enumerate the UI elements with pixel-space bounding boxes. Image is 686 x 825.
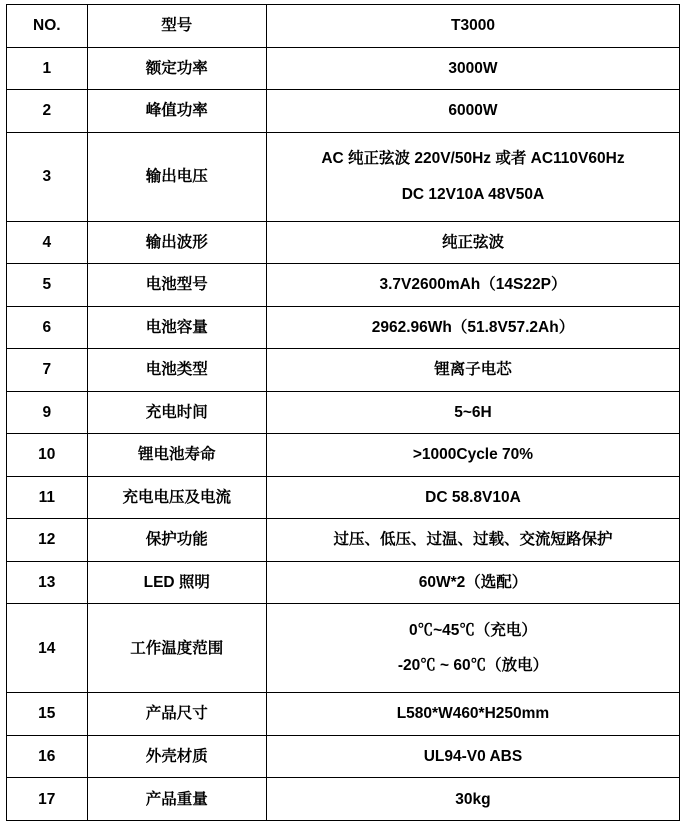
table-row — [7, 561, 680, 604]
table-row — [7, 47, 680, 90]
row-number-cell: 14 — [7, 604, 88, 693]
spec-name-cell: 充电时间 — [87, 391, 266, 434]
table-body — [7, 5, 680, 821]
row-number-cell: 16 — [7, 735, 88, 778]
spec-value-line: T3000 — [450, 17, 495, 35]
table-row — [7, 5, 680, 48]
row-number-cell: NO. — [7, 5, 88, 48]
row-number-cell: 3 — [7, 132, 88, 221]
table-row — [7, 519, 680, 562]
spec-value-line: 30kg — [455, 790, 491, 808]
spec-value-line: 过压、低压、过温、过载、交流短路保护 — [333, 531, 613, 549]
row-number-cell: 2 — [7, 90, 88, 133]
row-number-cell: 4 — [7, 221, 88, 264]
spec-value-cell — [266, 221, 679, 264]
spec-value-line: UL94-V0 ABS — [423, 747, 523, 765]
spec-value-cell — [266, 264, 679, 307]
spec-value-cell — [266, 132, 679, 221]
spec-name-cell: 输出电压 — [87, 132, 266, 221]
spec-name-cell: 充电电压及电流 — [87, 476, 266, 519]
row-number-cell: 9 — [7, 391, 88, 434]
spec-name-cell: 产品重量 — [87, 778, 266, 821]
spec-name-cell: 电池类型 — [87, 349, 266, 392]
spec-value-cell — [266, 604, 679, 693]
spec-name-cell: 电池容量 — [87, 306, 266, 349]
table-row — [7, 306, 680, 349]
row-number-cell: 5 — [7, 264, 88, 307]
row-number-cell: 7 — [7, 349, 88, 392]
spec-value-cell — [266, 735, 679, 778]
spec-name-cell: 额定功率 — [87, 47, 266, 90]
row-number-cell: 13 — [7, 561, 88, 604]
table-row — [7, 693, 680, 736]
table-row — [7, 132, 680, 221]
row-number-cell: 10 — [7, 434, 88, 477]
spec-value-cell — [266, 90, 679, 133]
spec-value-cell — [266, 561, 679, 604]
spec-value-cell — [266, 434, 679, 477]
spec-name-cell: 外壳材质 — [87, 735, 266, 778]
spec-value-line: 3.7V2600mAh（14S22P） — [379, 276, 567, 294]
spec-value-line: DC 58.8V10A — [425, 488, 521, 506]
spec-value-line: -20℃ ~ 60℃（放电） — [397, 657, 549, 675]
row-number-cell: 6 — [7, 306, 88, 349]
spec-name-cell: 输出波形 — [87, 221, 266, 264]
spec-value-cell — [266, 306, 679, 349]
spec-value-cell — [266, 778, 679, 821]
spec-name-cell: 峰值功率 — [87, 90, 266, 133]
row-number-cell: 1 — [7, 47, 88, 90]
table-row — [7, 221, 680, 264]
specification-table — [6, 4, 680, 821]
spec-value-cell — [266, 519, 679, 562]
spec-value-cell — [266, 476, 679, 519]
spec-value-line: 60W*2（选配） — [418, 573, 528, 591]
spec-name-cell: 电池型号 — [87, 264, 266, 307]
spec-value-line: 2962.96Wh（51.8V57.2Ah） — [371, 318, 575, 336]
table-row — [7, 434, 680, 477]
spec-value-line: DC 12V10A 48V50A — [401, 185, 545, 203]
table-row — [7, 778, 680, 821]
spec-name-cell: LED 照明 — [87, 561, 266, 604]
spec-value-line: >1000Cycle 70% — [412, 446, 534, 464]
spec-name-cell: 工作温度范围 — [87, 604, 266, 693]
table-row — [7, 735, 680, 778]
spec-value-line: 3000W — [448, 59, 498, 77]
spec-value-cell — [266, 693, 679, 736]
table-row — [7, 264, 680, 307]
table-row — [7, 90, 680, 133]
spec-value-line: 纯正弦波 — [441, 233, 504, 251]
spec-value-cell — [266, 349, 679, 392]
spec-value-line: AC 纯正弦波 220V/50Hz 或者 AC110V60Hz — [321, 150, 625, 168]
row-number-cell: 12 — [7, 519, 88, 562]
table-row — [7, 391, 680, 434]
table-row — [7, 476, 680, 519]
spec-value-line: 5~6H — [454, 403, 492, 421]
spec-value-cell — [266, 5, 679, 48]
row-number-cell: 17 — [7, 778, 88, 821]
spec-value-line: L580*W460*H250mm — [396, 705, 550, 723]
spec-name-cell: 保护功能 — [87, 519, 266, 562]
spec-name-cell: 型号 — [87, 5, 266, 48]
row-number-cell: 11 — [7, 476, 88, 519]
spec-value-line: 锂离子电芯 — [434, 361, 512, 379]
spec-value-cell — [266, 47, 679, 90]
row-number-cell: 15 — [7, 693, 88, 736]
table-row — [7, 349, 680, 392]
spec-value-line: 6000W — [448, 102, 498, 120]
spec-name-cell: 锂电池寿命 — [87, 434, 266, 477]
spec-name-cell: 产品尺寸 — [87, 693, 266, 736]
spec-value-cell — [266, 391, 679, 434]
spec-value-line: 0℃~45℃（充电） — [409, 621, 537, 639]
table-row — [7, 604, 680, 693]
